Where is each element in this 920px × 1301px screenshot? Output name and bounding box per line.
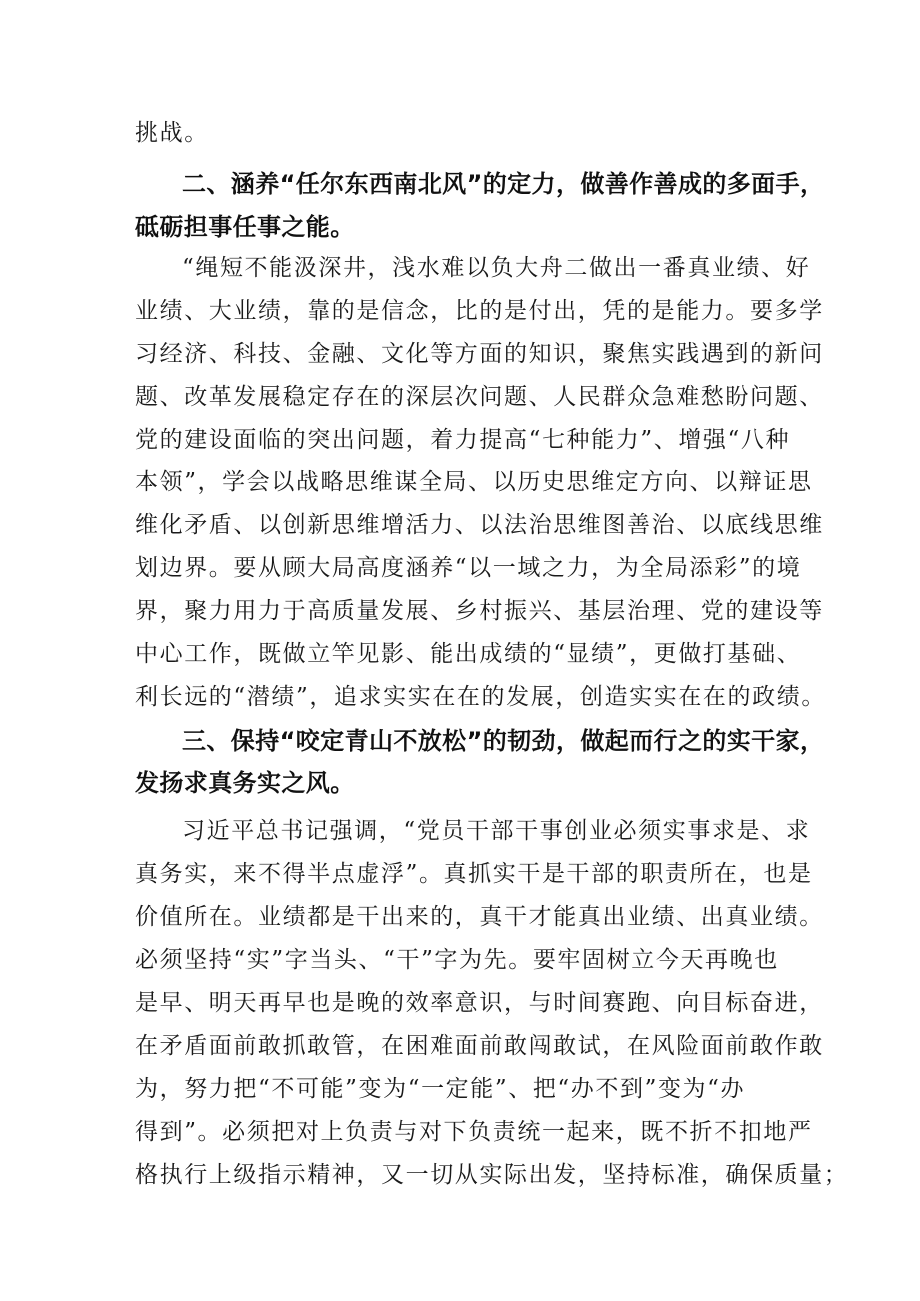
intro-tail-text: 挑战。 bbox=[135, 120, 209, 146]
section3-body-line: 必须坚持“实”字当头、“干”字为先。要牢固树立今天再晚也 bbox=[135, 947, 779, 973]
section2-body-line: 中心工作，既做立竿见影、能出成绩的“显绩”，更做打基础、 bbox=[135, 641, 802, 667]
section2-body-line: 党的建设面临的突出问题，着力提高“七种能力”、增强“八种 bbox=[135, 427, 791, 453]
section2-body-line: 维化矛盾、以创新思维增活力、以法治思维图善治、以底线思维 bbox=[135, 512, 824, 538]
section2-body-line: 题、改革发展稳定存在的深层次问题、人民群众急难愁盼问题、 bbox=[135, 384, 824, 410]
section3-body-line: 习近平总书记强调，“党员干部干事创业必须实事求是、求 bbox=[182, 818, 811, 844]
section2-body-line: 本领”，学会以战略思维谋全局、以历史思维定方向、以辩证思 bbox=[135, 469, 813, 495]
section3-body-line: 格执行上级指示精神，又一切从实际出发，坚持标准，确保质量； bbox=[135, 1162, 849, 1188]
section3-heading-line2: 发扬求真务实之风。 bbox=[135, 769, 355, 797]
section2-body-line: 业绩、大业绩，靠的是信念，比的是付出，凭的是能力。要多学 bbox=[135, 298, 824, 324]
section3-body-line: 为，努力把“不可能”变为“一定能”、把“办不到”变为“办 bbox=[135, 1076, 746, 1102]
section2-body-line: 划边界。要从顾大局高度涵养“以一域之力，为全局添彩”的境 bbox=[135, 555, 802, 581]
section3-body-line: 价值所在。业绩都是干出来的，真干才能真出业绩、出真业绩。 bbox=[135, 904, 824, 930]
section3-body-line: 是早、明天再早也是晚的效率意识，与时间赛跑、向目标奋进， bbox=[135, 990, 824, 1016]
section2-heading-line2: 砥砺担事任事之能。 bbox=[135, 213, 355, 241]
section2-body-line: “绳短不能汲深井，浅水难以负大舟二做出一番真业绩、好 bbox=[182, 255, 811, 281]
section3-body-line: 真务实，来不得半点虚浮”。真抓实干是干部的职责所在，也是 bbox=[135, 861, 813, 887]
section3-body-line: 在矛盾面前敢抓敢管，在困难面前敢闯敢试，在风险面前敢作敢 bbox=[135, 1033, 824, 1059]
section2-body-line: 利长远的“潜绩”，追求实实在在的发展，创造实实在在的政绩。 bbox=[135, 684, 826, 710]
section3-heading-line1: 三、保持“咬定青山不放松”的韧劲，做起而行之的实干家， bbox=[182, 727, 825, 755]
section2-body-line: 习经济、科技、金融、文化等方面的知识，聚焦实践遇到的新问 bbox=[135, 341, 824, 367]
section3-body-line: 得到”。必须把对上负责与对下负责统一起来，既不折不扣地严 bbox=[135, 1119, 813, 1145]
section2-heading-line1: 二、涵养“任尔东西南北风”的定力，做善作善成的多面手， bbox=[182, 170, 825, 198]
section2-body-line: 界，聚力用力于高质量发展、乡村振兴、基层治理、党的建设等 bbox=[135, 598, 824, 624]
